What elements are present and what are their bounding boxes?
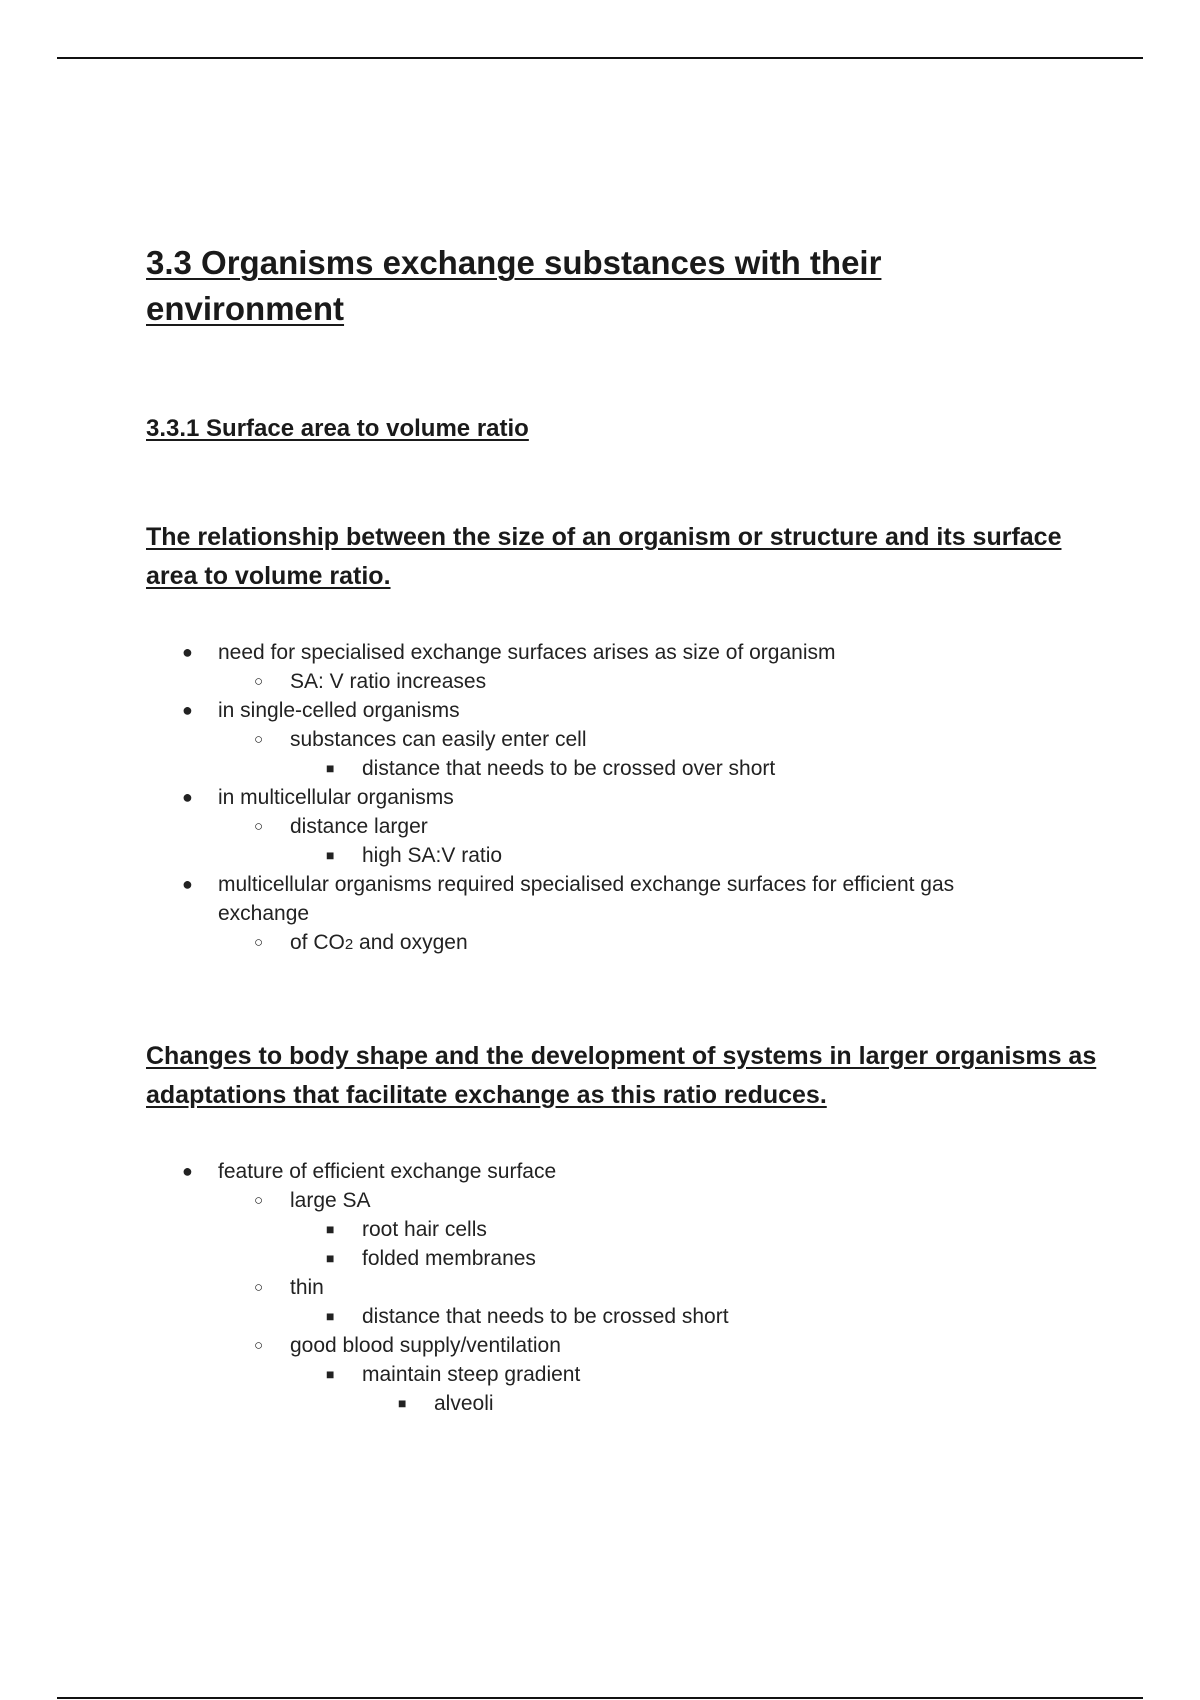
list-item-text: feature of efficient exchange surface <box>218 1160 557 1183</box>
list-item <box>146 841 1086 870</box>
list-item <box>146 1331 1086 1360</box>
bullet-disc-icon: ● <box>182 787 193 807</box>
list-item-text: maintain steep gradient <box>362 1363 581 1386</box>
list-item <box>146 928 1086 959</box>
bullet-circle-icon: ○ <box>254 934 264 951</box>
bullet-disc-icon: ● <box>182 700 193 720</box>
bullet-square-icon: ■ <box>326 1366 335 1382</box>
bottom-rule <box>57 1697 1143 1699</box>
bullet-square-icon: ■ <box>326 1308 335 1324</box>
list-item <box>146 725 1086 754</box>
bullet-list-sa-volume <box>146 638 1086 959</box>
bullet-disc-icon: ● <box>182 642 193 662</box>
list-item <box>146 1186 1086 1215</box>
list-item <box>146 638 1086 667</box>
list-item-text: alveoli <box>434 1392 494 1415</box>
list-item <box>146 1389 1086 1418</box>
subheading-sa-volume-relationship: The relationship between the size of an organism or structure and its surface area to volume ratio. <box>146 523 1062 590</box>
document-title: 3.3 Organisms exchange substances with their environment <box>146 244 882 327</box>
list-item <box>146 1273 1086 1302</box>
bullet-square-icon: ■ <box>326 1221 335 1237</box>
list-item <box>146 783 1086 812</box>
list-item-text: large SA <box>290 1189 371 1212</box>
subheading-body-shape-adaptations: Changes to body shape and the development of systems in larger organisms as adaptations that facilitate exchange as this ratio reduces. <box>146 1042 1097 1109</box>
bullet-circle-icon: ○ <box>254 1279 264 1296</box>
list-item <box>146 1244 1086 1273</box>
list-item-text: good blood supply/ventilation <box>290 1334 561 1357</box>
list-item-text: need for specialised exchange surfaces arises as size of organism <box>218 641 836 664</box>
list-item <box>146 1360 1086 1389</box>
list-item-text: SA: V ratio increases <box>290 670 487 693</box>
list-item-text-prefix: of CO <box>290 931 345 954</box>
list-item <box>146 754 1086 783</box>
bullet-disc-icon: ● <box>182 1161 193 1181</box>
list-item <box>146 812 1086 841</box>
list-item <box>146 1157 1086 1186</box>
bullet-square-icon: ■ <box>326 760 335 776</box>
list-item-text: thin <box>290 1276 324 1299</box>
list-item-text: root hair cells <box>362 1218 487 1241</box>
bullet-circle-icon: ○ <box>254 1192 264 1209</box>
list-item-text: distance larger <box>290 815 428 838</box>
list-item-text-suffix: and oxygen <box>353 931 468 954</box>
document-body <box>146 240 1097 1418</box>
list-item <box>146 1215 1086 1244</box>
bullet-circle-icon: ○ <box>254 673 264 690</box>
list-item-text: distance that needs to be crossed over short <box>362 757 776 780</box>
bullet-square-icon: ■ <box>326 847 335 863</box>
list-item-text: substances can easily enter cell <box>290 728 587 751</box>
list-item-text: distance that needs to be crossed short <box>362 1305 729 1328</box>
bullet-circle-icon: ○ <box>254 818 264 835</box>
list-item <box>146 667 1086 696</box>
list-item-text: in single-celled organisms <box>218 699 460 722</box>
list-item <box>146 696 1086 725</box>
list-item <box>146 1302 1086 1331</box>
top-rule <box>57 57 1143 59</box>
bullet-disc-icon: ● <box>182 874 193 894</box>
section-title: 3.3.1 Surface area to volume ratio <box>146 415 529 442</box>
bullet-circle-icon: ○ <box>254 731 264 748</box>
list-item <box>146 870 1086 928</box>
subscript-2: 2 <box>344 936 354 953</box>
list-item-text: in multicellular organisms <box>218 786 454 809</box>
list-item-text: folded membranes <box>362 1247 536 1270</box>
list-item-text: high SA:V ratio <box>362 844 503 867</box>
list-item-text: multicellular organisms required specialised exchange surfaces for efficient gas exchange <box>218 873 955 925</box>
bullet-square-icon: ■ <box>398 1395 407 1411</box>
bullet-square-icon: ■ <box>326 1250 335 1266</box>
bullet-list-exchange-surface <box>146 1157 1086 1418</box>
bullet-circle-icon: ○ <box>254 1337 264 1354</box>
